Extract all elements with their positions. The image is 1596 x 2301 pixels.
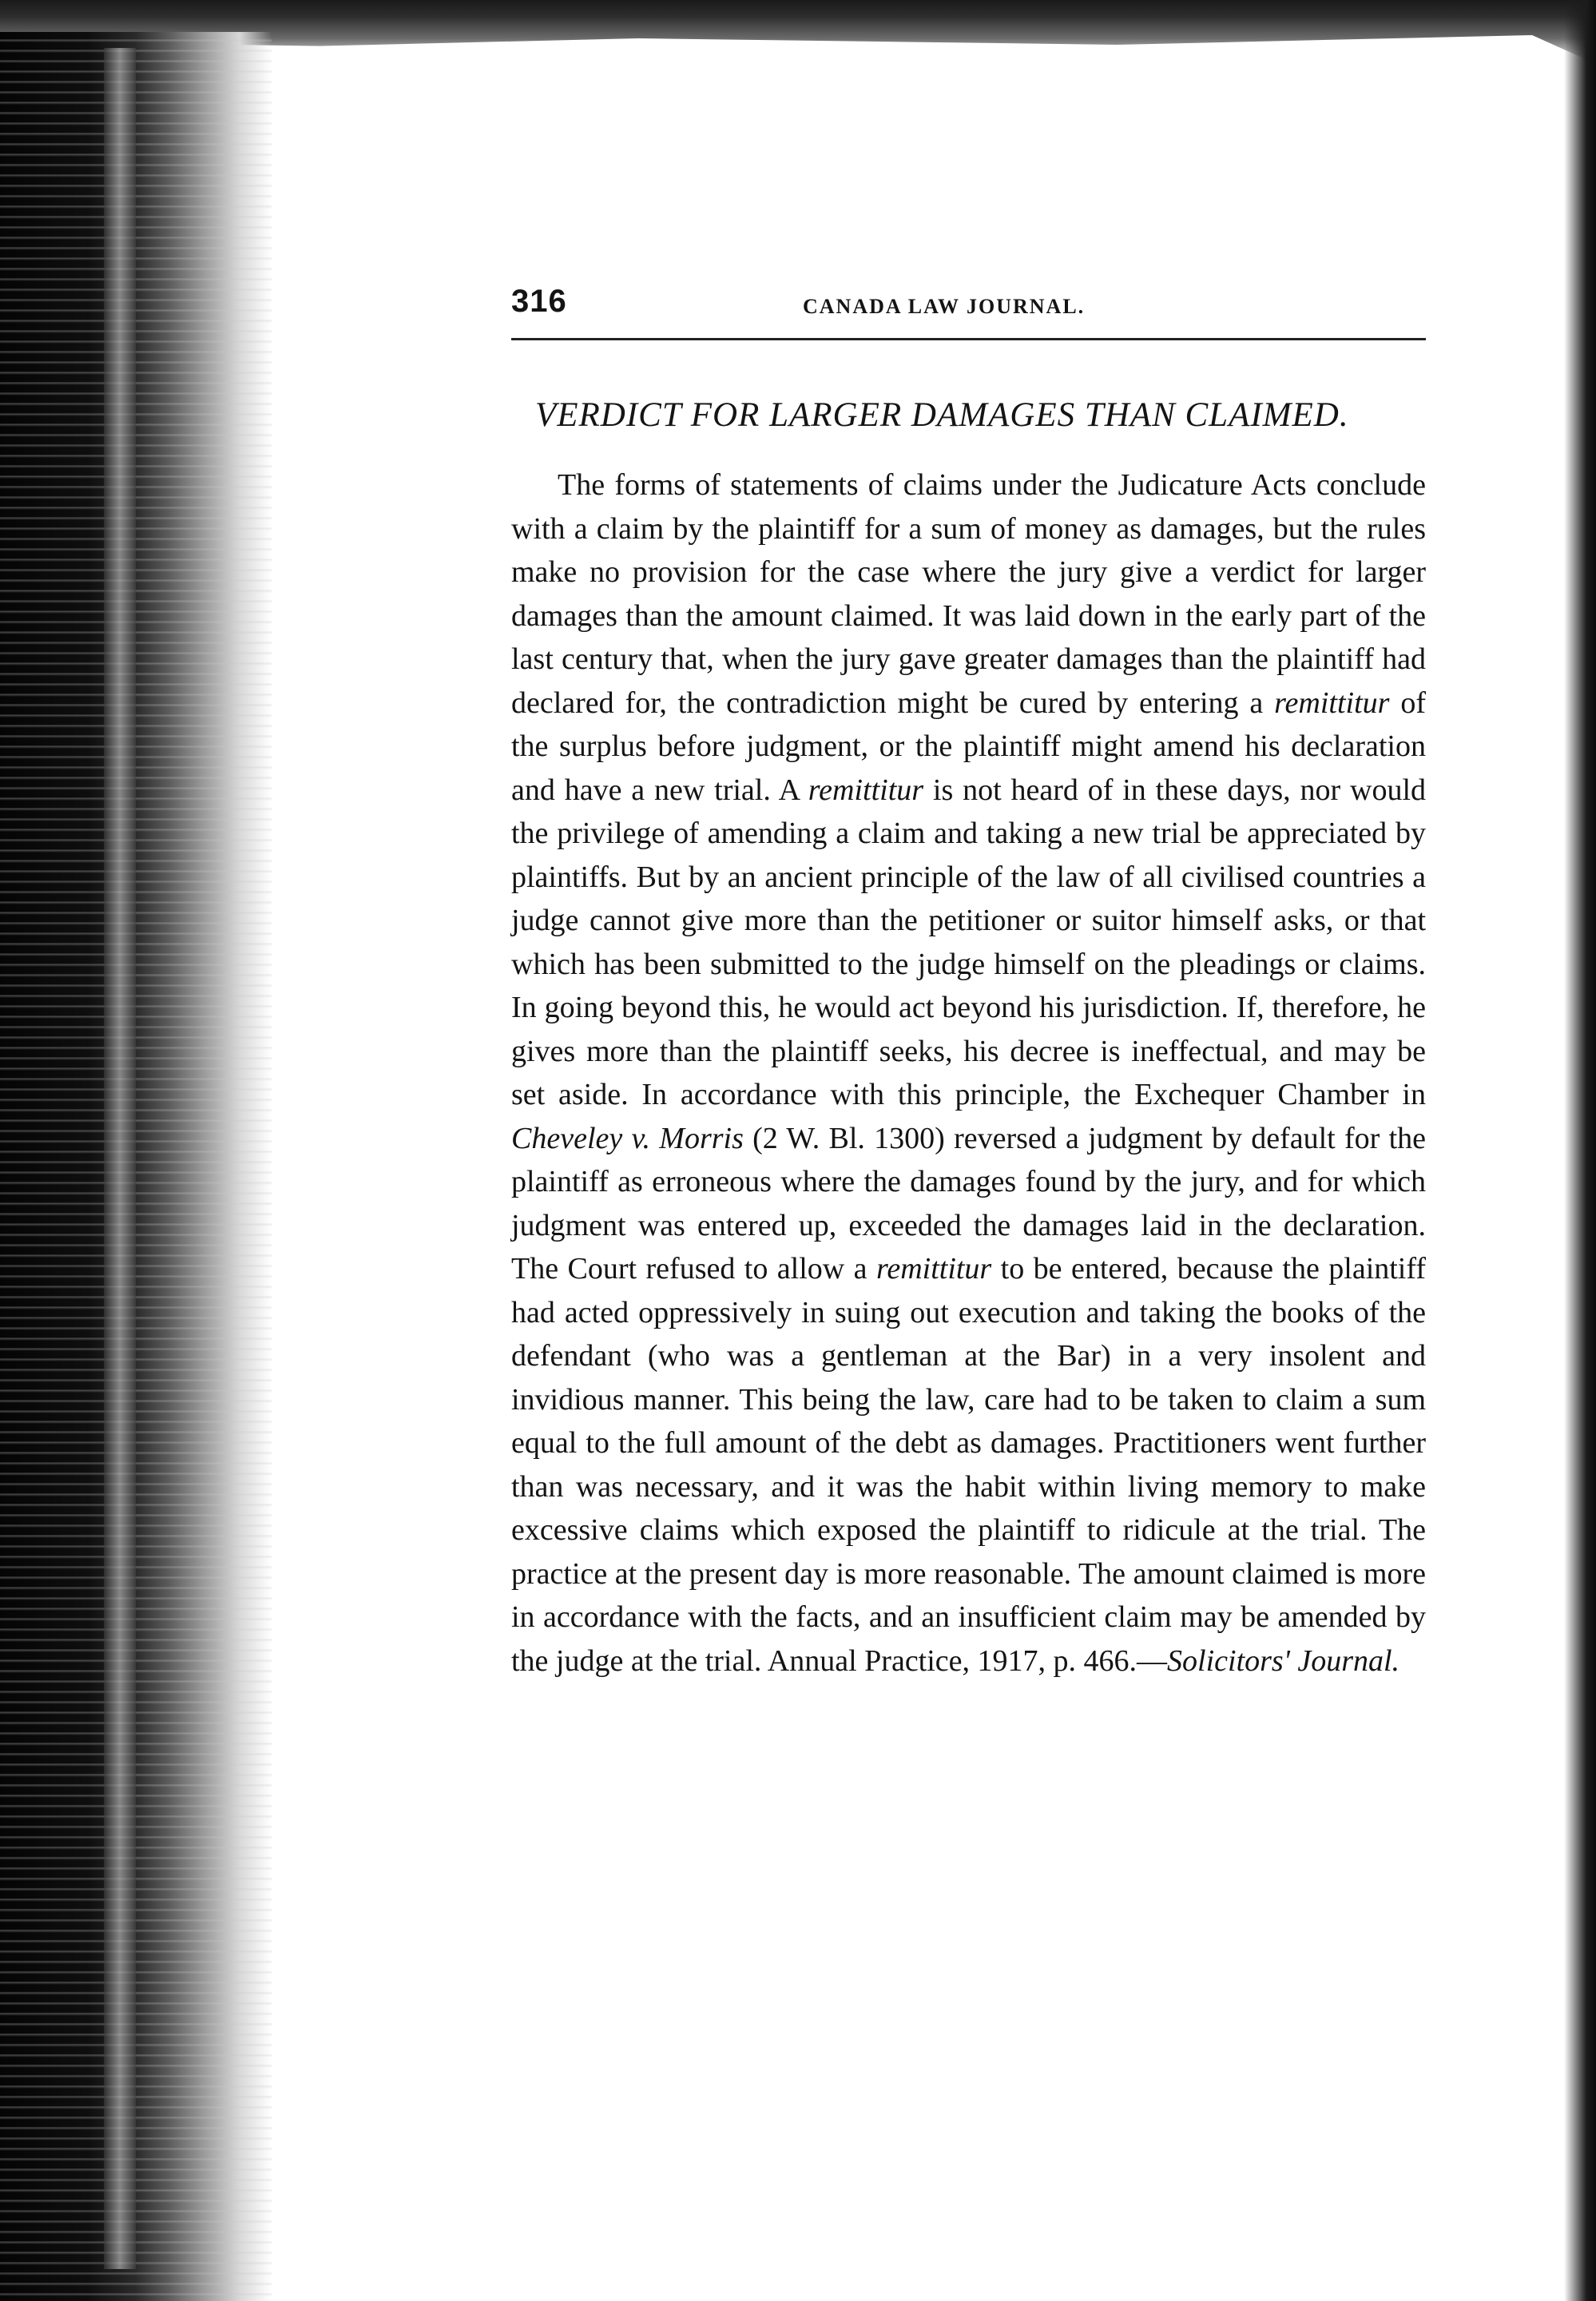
article-paragraph	[511, 463, 1426, 1683]
page-header	[511, 284, 1426, 332]
body-text-part-5: to be entered, because the plaintiff had acted oppressively in suing out execution and taking the books of the defendant (who was a gentleman at the Bar) in a very insolent and invidious manner. This being the law, care had to be taken to claim a sum equal to the full amount of the debt as damages. Practitioners went further than was necessary, and it was the habit within living memory to make excessive claims which exposed the plaintiff to ridicule at the trial. The practice at the present day is more reasonable. The amount claimed is more in accordance with the facts, and an insufficient claim may be amended by the judge at the trial. Annual Practice, 1917, p. 466.—	[511, 1252, 1426, 1678]
body-text-part-2: of the surplus before judgment, or the plaintiff might amend his declaration and have a new trial. A	[511, 686, 1426, 807]
remittitur-term: remittitur	[875, 1252, 992, 1286]
source-citation: Solicitors' Journal.	[1167, 1643, 1400, 1678]
article-body	[511, 463, 1426, 1683]
journal-page	[511, 284, 1427, 1678]
scan-right-edge	[1564, 0, 1596, 2301]
case-citation: Cheveley v. Morris	[511, 1121, 744, 1155]
article-title: VERDICT FOR LARGER DAMAGES THAN CLAIMED.	[535, 396, 1349, 434]
body-text-part-4: (2 W. Bl. 1300) reversed a judgment by default for the plaintiff as erroneous where the damages found by the jury, and for which judgment was entered up, exceeded the damages laid in the declaration. The Court refused to allow a	[511, 1121, 1426, 1286]
header-rule	[511, 338, 1426, 340]
body-text-part-3: is not heard of in these days, nor would the privilege of amending a claim and taking a new trial be appreciated by plaintiffs. But by an ancient principle of the law of all civilised countries a judge cannot give more than the petitioner or suitor himself asks, or that which has been submitted to the judge himself on the pleadings or claims. In going beyond this, he would act beyond his jurisdiction. If, therefore, he gives more than the plaintiff seeks, his decree is ineffectual, and may be set aside. In accordance with this principle, the Exchequer Chamber in	[511, 773, 1427, 1111]
remittitur-term: remittitur	[1274, 686, 1390, 720]
body-text-part-1: The forms of statements of claims under the Judicature Acts conclude with a claim by the plaintiff for a sum of money as damages, but the rules make no provision for the case where the jury give a verdict for larger damages than the amount claimed. It was laid down in the early part of the last century that, when the jury gave greater damages than the plaintiff had declared for, the contradiction might be cured by entering a	[511, 468, 1426, 720]
page-number: 316	[511, 284, 567, 319]
remittitur-term: remittitur	[808, 773, 924, 807]
journal-title: CANADA LAW JOURNAL.	[803, 295, 1086, 318]
scan-binding-stripe	[104, 48, 136, 2269]
scan-binding-shadow	[0, 32, 272, 2301]
